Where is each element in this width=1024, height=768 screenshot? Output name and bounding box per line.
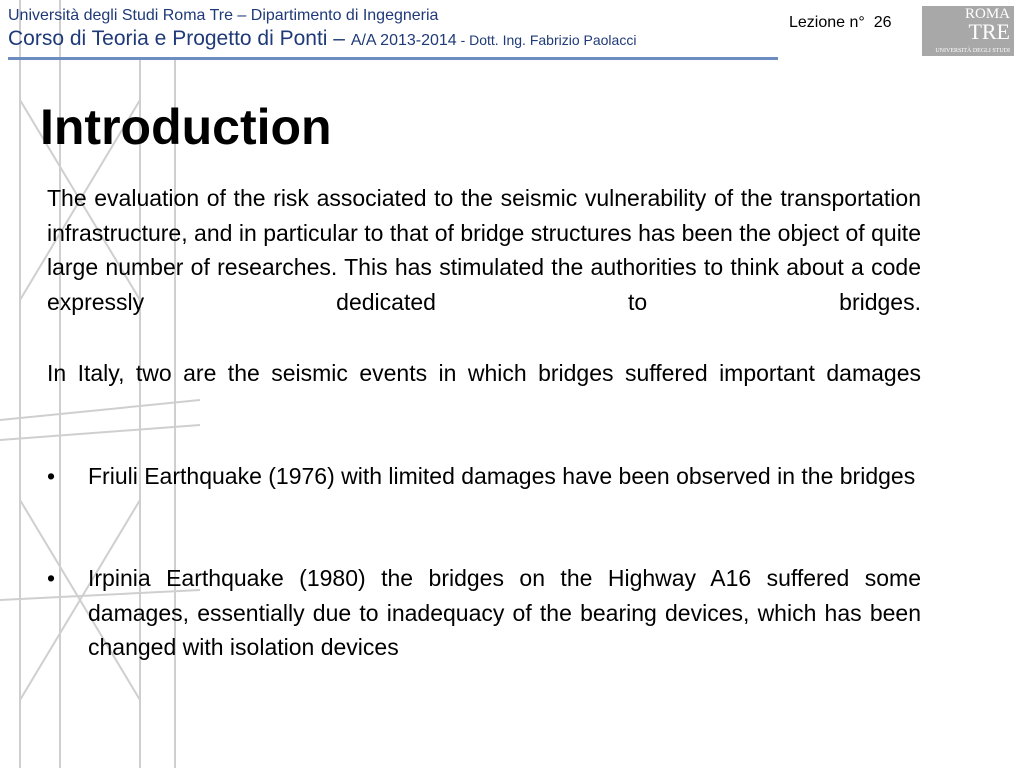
- teacher-name: - Dott. Ing. Fabrizio Paolacci: [456, 32, 637, 48]
- bullet-text: Friuli Earthquake (1976) with limited damages have been observed in the bridges: [88, 463, 916, 489]
- slide-title: Introduction: [40, 99, 332, 155]
- course-name: Corso di Teoria e Progetto di Ponti –: [8, 27, 351, 50]
- lesson-number: [789, 14, 891, 32]
- bullet-icon: •: [47, 463, 56, 489]
- academic-year: A/A 2013-2014: [350, 32, 457, 49]
- course-header: [8, 27, 636, 51]
- bullet-item-2: [47, 561, 921, 665]
- paragraph-1: The evaluation of the risk associated to the seismic vulnerability of the transportation infrastructure, and in particular to that of bridge structures has been the object of quite large number of researches. This has stimulated the authorities to think about a code expressly dedicated to bridges.: [47, 185, 921, 315]
- lesson-value: 26: [873, 14, 892, 31]
- bullet-item-1: [47, 459, 921, 494]
- bullet-text: Irpinia Earthquake (1980) the bridges on the Highway A16 suffered some damages, essentially due to inadequacy of the bearing devices, which has been changed with isolation devices: [88, 565, 921, 660]
- lesson-label: Lezione n°: [789, 14, 865, 31]
- university-header: Università degli Studi Roma Tre – Dipartimento di Ingegneria: [8, 7, 439, 24]
- bullet-icon: •: [47, 565, 56, 591]
- header-divider: [8, 57, 778, 60]
- paragraph-2: In Italy, two are the seismic events in which bridges suffered important damages: [47, 360, 921, 386]
- roma-tre-logo: ROMA TRE UNIVERSITÀ DEGLI STUDI: [922, 6, 1014, 56]
